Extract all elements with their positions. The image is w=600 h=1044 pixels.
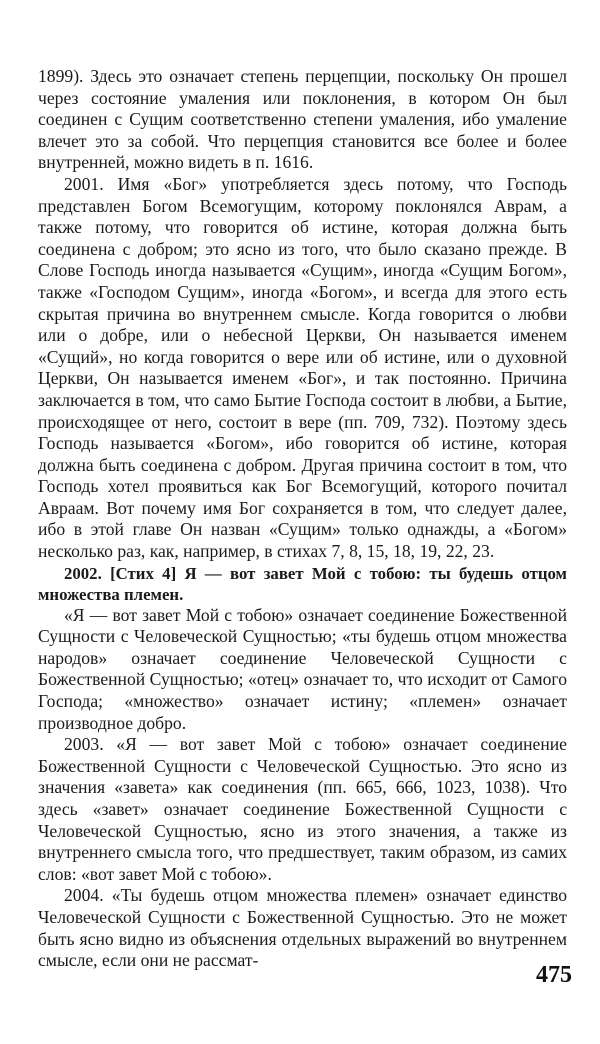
page-number: 475 xyxy=(536,962,572,988)
section-heading-2002: 2002. [Стих 4] Я — вот завет Мой с тобою: ты будешь отцом множества племен. xyxy=(38,563,567,604)
book-page xyxy=(38,66,567,972)
paragraph-2003: 2003. «Я — вот завет Мой с тобою» означает соединение Божественной Сущности с Человеческой Сущностью. Это ясно из значения «завета» как соединения (пп. 665, 666, 1023, 1038). Что здесь «завет» означает соединение Божественной Сущности с Человеческой Сущностью, ясно из этого значения, а также из внутреннего смысла того, что предшествует, таким образом, из самих слов: «вот завет Мой с тобою». xyxy=(38,734,567,884)
paragraph-continuation: 1899). Здесь это означает степень перцепции, поскольку Он прошел через состояние умаления или поклонения, в котором Он был соединен с Сущим соответственно степени умаления, ибо умаление влечет это за собой. Что перцепция становится все более и более внутренней, можно видеть в п. 1616. xyxy=(38,66,567,173)
paragraph-2001: 2001. Имя «Бог» употребляется здесь потому, что Господь представлен Богом Всемогущим, которому поклонялся Аврам, а также потому, что говорится об истине, которая должна быть соединена с добром; это ясно из того, что было сказано прежде. В Слове Господь иногда называется «Сущим», иногда «Сущим Богом», также «Господом Сущим», иногда «Богом», и всегда для этого есть скрытая причина во внутреннем смысле. Когда говорится о любви или о добре, или о небесной Церкви, Он называется именем «Сущий», но когда говорится о вере или об истине, или о духовной Церкви, Он называется именем «Бог», и так постоянно. Причина заключается в том, что само Бытие Господа состоит в любви, а Бытие, происходящее от него, состоит в вере (пп. 709, 732). Поэтому здесь Господь называется «Богом», ибо говорится об истине, которая должна быть соединена с добром. Другая причина состоит в том, что Господь хотел проявиться как Бог Всемогущий, которого почитал Авраам. Вот почему имя Бог сохраняется в том, что следует далее, ибо в этой главе Он назван «Сущим» только однажды, а «Богом» несколько раз, как, например, в стихах 7, 8, 15, 18, 19, 22, 23. xyxy=(38,173,567,562)
paragraph-2004: 2004. «Ты будешь отцом множества племен» означает единство Человеческой Сущности с Божественной Сущностью. Это не может быть ясно видно из объяснения отдельных выражений во внутреннем смысле, если они не рассмат- xyxy=(38,885,567,971)
paragraph-2002: «Я — вот завет Мой с тобою» означает соединение Божественной Сущности с Человеческой Сущностью; «ты будешь отцом множества народов» означает соединение Человеческой Сущности с Божественной Сущностью; «отец» означает то, что исходит от Самого Господа; «множество» означает истину; «племен» означает производное добро. xyxy=(38,604,567,733)
